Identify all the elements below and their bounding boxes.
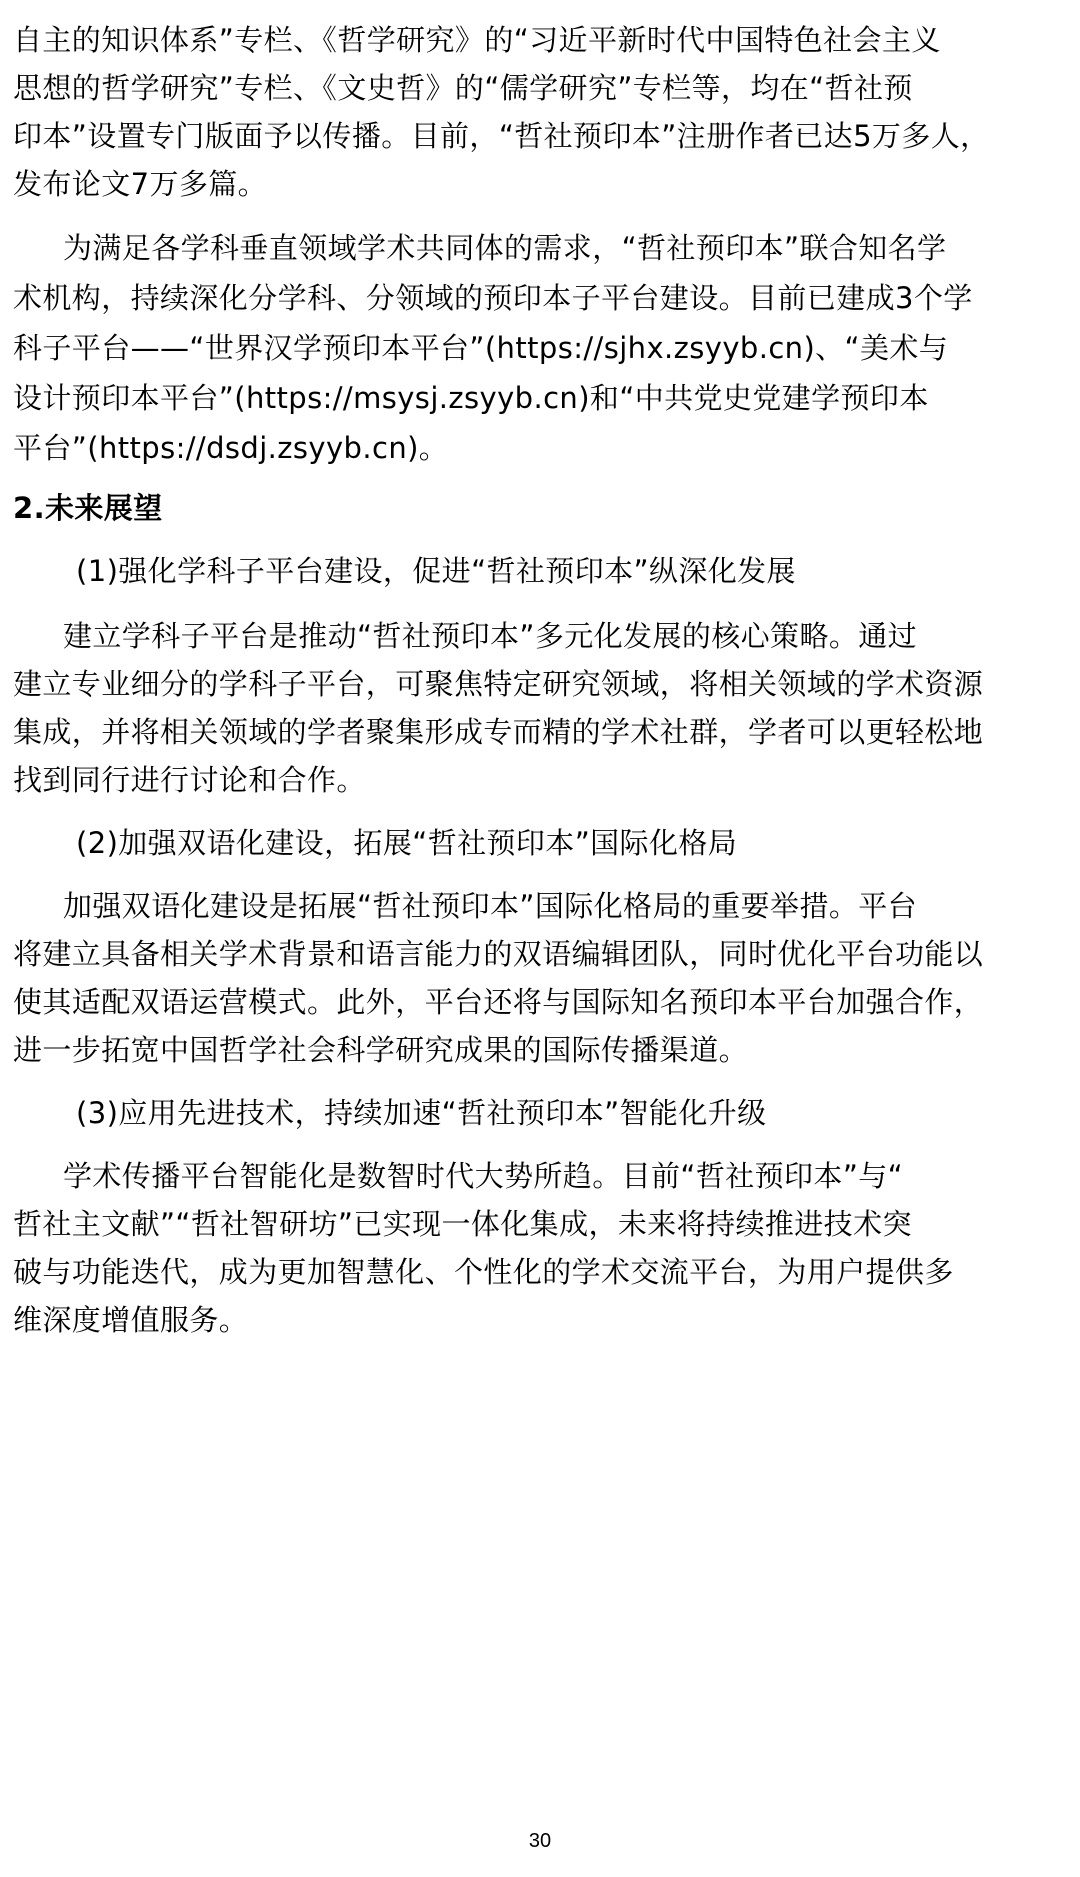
subheading: (2)加强双语化建设，拓展“哲社预印本”国际化格局 (76, 826, 738, 860)
text-line: 建立专业细分的学科子平台，可聚焦特定研究领域，将相关领域的学术资源 (13, 667, 984, 701)
text-line: 加强双语化建设是拓展“哲社预印本”国际化格局的重要举措。平台 (63, 889, 918, 923)
subheading: (1)强化学科子平台建设，促进“哲社预印本”纵深化发展 (76, 554, 796, 588)
text-line: 为满足各学科垂直领域学术共同体的需求，“哲社预印本”联合知名学 (63, 231, 947, 265)
text-line: 进一步拓宽中国哲学社会科学研究成果的国际传播渠道。 (13, 1033, 749, 1067)
text-line: 找到同行进行讨论和合作。 (13, 763, 366, 797)
text-line: 集成，并将相关领域的学者聚集形成专而精的学术社群，学者可以更轻松地 (13, 715, 984, 749)
text-line: 将建立具备相关学术背景和语言能力的双语编辑团队，同时优化平台功能以 (13, 937, 984, 971)
text-line: 建立学科子平台是推动“哲社预印本”多元化发展的核心策略。通过 (63, 619, 918, 653)
text-line: 科子平台——“世界汉学预印本平台”(https://sjhx.zsyyb.cn)、“美术与 (13, 331, 949, 365)
text-line: 设计预印本平台”(https://msysj.zsyyb.cn)和“中共党史党建学预印本 (13, 381, 929, 415)
text-line: 发布论文7万多篇。 (13, 167, 268, 201)
text-line: 印本”设置专门版面予以传播。目前，“哲社预印本”注册作者已达5万多人， (13, 119, 990, 153)
text-line: 平台”(https://dsdj.zsyyb.cn)。 (13, 431, 449, 465)
text-line: 术机构，持续深化分学科、分领域的预印本子平台建设。目前已建成3个学 (13, 281, 973, 315)
text-line: 自主的知识体系”专栏、《哲学研究》的“习近平新时代中国特色社会主义 (13, 23, 941, 57)
text-line: 使其适配双语运营模式。此外，平台还将与国际知名预印本平台加强合作， (13, 985, 984, 1019)
subheading: (3)应用先进技术，持续加速“哲社预印本”智能化升级 (76, 1096, 767, 1130)
text-line: 哲社主文献”“哲社智研坊”已实现一体化集成，未来将持续推进技术突 (13, 1207, 912, 1241)
page-number: 30 (528, 1830, 552, 1852)
section-heading: 2.未来展望 (13, 491, 163, 525)
text-line: 学术传播平台智能化是数智时代大势所趋。目前“哲社预印本”与“ (63, 1159, 904, 1193)
text-line: 维深度增值服务。 (13, 1303, 249, 1337)
text-line: 破与功能迭代，成为更加智慧化、个性化的学术交流平台，为用户提供多 (13, 1255, 954, 1289)
text-line: 思想的哲学研究”专栏、《文史哲》的“儒学研究”专栏等，均在“哲社预 (13, 71, 913, 105)
